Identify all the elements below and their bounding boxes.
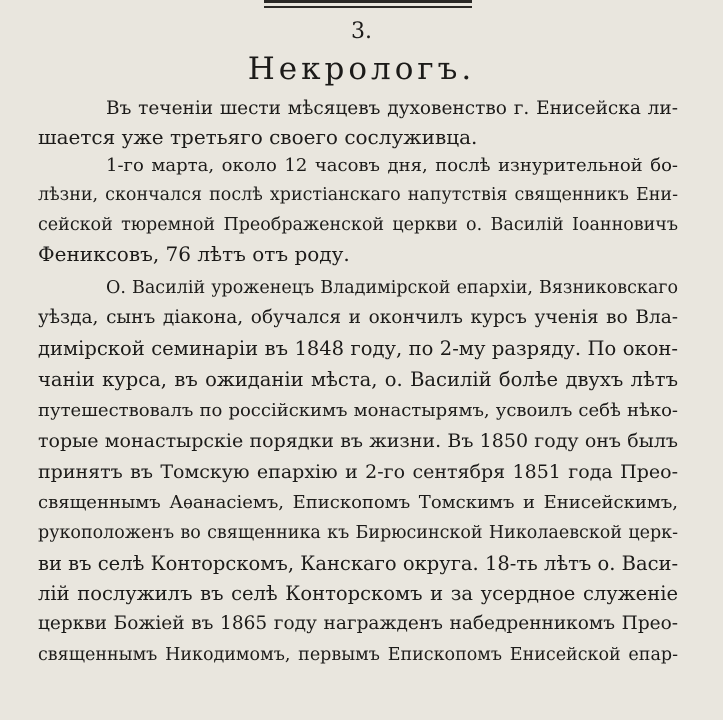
text-line: Фениксовъ, 76 лѣтъ отъ роду. <box>38 242 350 266</box>
text-line: лій послужилъ въ селѣ Конторскомъ и за усердное служеніе <box>38 582 678 605</box>
text-line: 1-го марта, около 12 часовъ дня, послѣ изнурительной бо- <box>106 155 678 176</box>
text-line: чаніи курса, въ ожиданіи мѣста, о. Василій болѣе двухъ лѣтъ <box>38 368 678 391</box>
text-line: священнымъ Аѳанасіемъ, Епископомъ Томскимъ и Енисейскимъ, <box>38 492 678 513</box>
top-rule <box>264 0 472 3</box>
page-number: 3. <box>351 19 372 44</box>
text-line: шается уже третьяго своего сослуживца. <box>38 125 478 149</box>
text-line: димірской семинаріи въ 1848 году, по 2-му разряду. По окон- <box>38 337 678 360</box>
page-title: Некрологъ. <box>247 51 476 87</box>
text-line: Въ теченіи шести мѣсяцевъ духовенство г. Енисейска ли- <box>106 98 678 119</box>
text-line: рукоположенъ во священника къ Бирюсинской Николаевской церк- <box>38 523 678 543</box>
text-line: путешествовалъ по россійскимъ монастырямъ, усвоилъ себѣ нѣко- <box>38 400 678 421</box>
text-line: уѣзда, сынъ діакона, обучался и окончилъ курсъ ученія во Вла- <box>38 307 678 328</box>
top-rule-thin <box>264 6 472 8</box>
text-line: церкви Божіей въ 1865 году награжденъ набедренникомъ Прео- <box>38 613 678 634</box>
text-line: торые монастырскіе порядки въ жизни. Въ 1850 году онъ былъ <box>38 430 678 452</box>
text-line: О. Василій уроженецъ Владимірской епархіи, Вязниковскаго <box>106 278 678 298</box>
text-line: лѣзни, скончался послѣ христіанскаго напутствія священникъ Ени- <box>38 185 678 205</box>
text-line: священнымъ Никодимомъ, первымъ Епископомъ Енисейской епар- <box>38 645 678 665</box>
text-line: принятъ въ Томскую епархію и 2-го сентября 1851 года Прео- <box>38 461 678 483</box>
text-line: сейской тюремной Преображенской церкви о. Василій Іоанновичъ <box>38 215 678 235</box>
text-line: ви въ селѣ Конторскомъ, Канскаго округа. 18-ть лѣтъ о. Васи- <box>38 552 679 575</box>
